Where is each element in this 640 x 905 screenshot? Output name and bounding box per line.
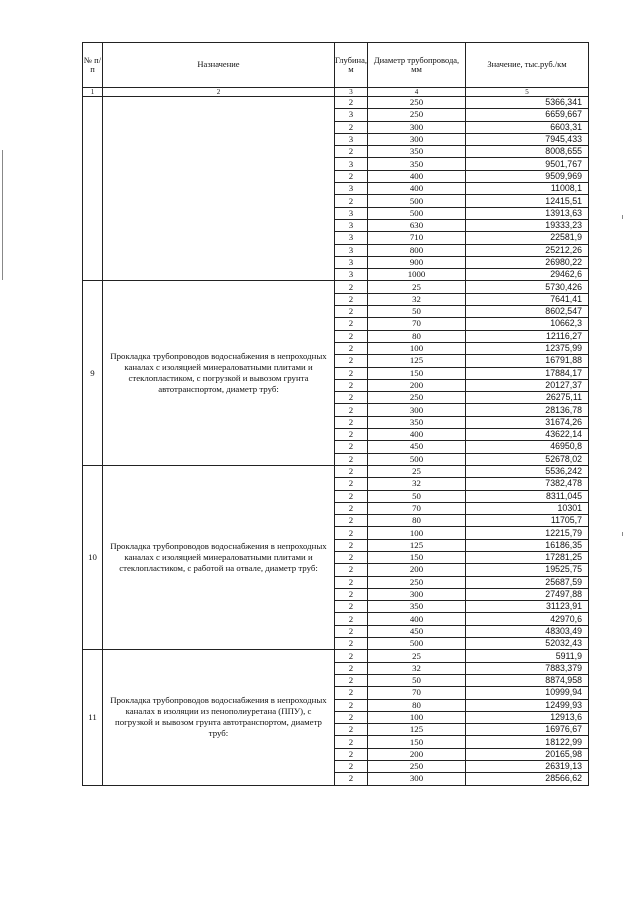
depth-cell: 2 (335, 330, 368, 342)
item-description: Прокладка трубопроводов водоснабжения в непроходных каналах в изоляции из пенополиуретана (ППУ), с погрузкой и вывозом грунта автотранспортом, диаметр труб: (103, 650, 335, 785)
value-cell: 8311,045 (466, 490, 589, 502)
header-purpose: Назначение (103, 43, 335, 88)
column-number-row (83, 88, 589, 97)
item-number: 11 (83, 650, 103, 785)
diameter-cell: 100 (368, 711, 466, 723)
diameter-cell: 630 (368, 219, 466, 231)
depth-cell: 2 (335, 613, 368, 625)
depth-cell: 2 (335, 502, 368, 514)
value-cell: 43622,14 (466, 429, 589, 441)
diameter-cell: 300 (368, 121, 466, 133)
value-cell: 13913,63 (466, 207, 589, 219)
value-cell: 46950,8 (466, 441, 589, 453)
value-cell: 10662,3 (466, 318, 589, 330)
depth-cell: 3 (335, 158, 368, 170)
header-no: № п/п (83, 43, 103, 88)
diameter-cell: 70 (368, 687, 466, 699)
diameter-cell: 200 (368, 748, 466, 760)
diameter-cell: 450 (368, 441, 466, 453)
header-value: Значение, тыс.руб./км (466, 43, 589, 88)
col-number: 5 (466, 88, 589, 97)
value-cell: 7641,41 (466, 293, 589, 305)
depth-cell: 2 (335, 478, 368, 490)
item-number (83, 97, 103, 281)
value-cell: 16186,35 (466, 539, 589, 551)
depth-cell: 2 (335, 453, 368, 465)
item-description (103, 97, 335, 281)
value-cell: 28136,78 (466, 404, 589, 416)
diameter-cell: 70 (368, 318, 466, 330)
depth-cell: 2 (335, 625, 368, 637)
depth-cell: 2 (335, 416, 368, 428)
value-cell: 12499,93 (466, 699, 589, 711)
depth-cell: 2 (335, 293, 368, 305)
value-cell: 16976,67 (466, 724, 589, 736)
value-cell: 7945,433 (466, 133, 589, 145)
diameter-cell: 350 (368, 416, 466, 428)
diameter-cell: 50 (368, 674, 466, 686)
value-cell: 18122,99 (466, 736, 589, 748)
diameter-cell: 500 (368, 638, 466, 650)
value-cell: 11008,1 (466, 183, 589, 195)
diameter-cell: 450 (368, 625, 466, 637)
value-cell: 31123,91 (466, 601, 589, 613)
diameter-cell: 400 (368, 183, 466, 195)
value-cell: 5366,341 (466, 97, 589, 109)
diameter-cell: 500 (368, 195, 466, 207)
depth-cell: 2 (335, 662, 368, 674)
depth-cell: 2 (335, 539, 368, 551)
table-header-row (83, 43, 589, 88)
diameter-cell: 500 (368, 207, 466, 219)
diameter-cell: 250 (368, 109, 466, 121)
diameter-cell: 200 (368, 564, 466, 576)
depth-cell: 2 (335, 306, 368, 318)
diameter-cell: 80 (368, 330, 466, 342)
depth-cell: 3 (335, 133, 368, 145)
depth-cell: 2 (335, 195, 368, 207)
value-cell: 22581,9 (466, 232, 589, 244)
depth-cell: 2 (335, 699, 368, 711)
diameter-cell: 125 (368, 539, 466, 551)
value-cell: 12215,79 (466, 527, 589, 539)
table-row (83, 97, 589, 109)
depth-cell: 2 (335, 588, 368, 600)
diameter-cell: 100 (368, 527, 466, 539)
depth-cell: 2 (335, 748, 368, 760)
depth-cell: 2 (335, 564, 368, 576)
header-depth: Глубина, м (335, 43, 368, 88)
diameter-cell: 125 (368, 724, 466, 736)
diameter-cell: 300 (368, 133, 466, 145)
value-cell: 17884,17 (466, 367, 589, 379)
depth-cell: 3 (335, 244, 368, 256)
value-cell: 25687,59 (466, 576, 589, 588)
diameter-cell: 350 (368, 146, 466, 158)
value-cell: 26319,13 (466, 761, 589, 773)
value-cell: 5911,9 (466, 650, 589, 662)
table-row (83, 465, 589, 477)
item-description: Прокладка трубопроводов водоснабжения в непроходных каналах с изоляцией минераловатными плитами и стеклопластиком, с погрузкой и вывозом грунта автотранспортом, диаметр труб: (103, 281, 335, 465)
diameter-cell: 710 (368, 232, 466, 244)
value-cell: 9501,767 (466, 158, 589, 170)
col-number: 1 (83, 88, 103, 97)
depth-cell: 2 (335, 650, 368, 662)
scan-edge-mark (622, 215, 623, 219)
depth-cell: 2 (335, 367, 368, 379)
depth-cell: 2 (335, 170, 368, 182)
value-cell: 42970,6 (466, 613, 589, 625)
depth-cell: 2 (335, 121, 368, 133)
diameter-cell: 400 (368, 170, 466, 182)
header-diameter: Диаметр трубопровода, мм (368, 43, 466, 88)
depth-cell: 2 (335, 674, 368, 686)
depth-cell: 2 (335, 146, 368, 158)
depth-cell: 3 (335, 269, 368, 281)
value-cell: 5536,242 (466, 465, 589, 477)
depth-cell: 2 (335, 342, 368, 354)
value-cell: 7382,478 (466, 478, 589, 490)
depth-cell: 2 (335, 638, 368, 650)
depth-cell: 2 (335, 551, 368, 563)
depth-cell: 2 (335, 441, 368, 453)
table-row (83, 650, 589, 662)
value-cell: 8874,958 (466, 674, 589, 686)
depth-cell: 3 (335, 256, 368, 268)
diameter-cell: 300 (368, 773, 466, 785)
value-cell: 31674,26 (466, 416, 589, 428)
diameter-cell: 500 (368, 453, 466, 465)
value-cell: 10301 (466, 502, 589, 514)
value-cell: 19525,75 (466, 564, 589, 576)
depth-cell: 2 (335, 711, 368, 723)
depth-cell: 2 (335, 490, 368, 502)
diameter-cell: 125 (368, 355, 466, 367)
diameter-cell: 25 (368, 465, 466, 477)
depth-cell: 2 (335, 601, 368, 613)
value-cell: 6603,31 (466, 121, 589, 133)
depth-cell: 2 (335, 97, 368, 109)
diameter-cell: 32 (368, 293, 466, 305)
depth-cell: 3 (335, 219, 368, 231)
depth-cell: 3 (335, 183, 368, 195)
diameter-cell: 150 (368, 367, 466, 379)
diameter-cell: 150 (368, 551, 466, 563)
diameter-cell: 150 (368, 736, 466, 748)
depth-cell: 2 (335, 465, 368, 477)
depth-cell: 2 (335, 355, 368, 367)
diameter-cell: 350 (368, 601, 466, 613)
item-number: 10 (83, 465, 103, 649)
diameter-cell: 400 (368, 429, 466, 441)
depth-cell: 2 (335, 281, 368, 293)
depth-cell: 2 (335, 379, 368, 391)
diameter-cell: 250 (368, 97, 466, 109)
value-cell: 12116,27 (466, 330, 589, 342)
diameter-cell: 250 (368, 576, 466, 588)
depth-cell: 2 (335, 736, 368, 748)
depth-cell: 2 (335, 576, 368, 588)
depth-cell: 2 (335, 527, 368, 539)
diameter-cell: 25 (368, 281, 466, 293)
value-cell: 7883,379 (466, 662, 589, 674)
diameter-cell: 80 (368, 699, 466, 711)
depth-cell: 2 (335, 724, 368, 736)
scan-edge-mark (2, 150, 3, 280)
diameter-cell: 70 (368, 502, 466, 514)
depth-cell: 2 (335, 404, 368, 416)
depth-cell: 3 (335, 207, 368, 219)
value-cell: 25212,26 (466, 244, 589, 256)
table-row (83, 281, 589, 293)
value-cell: 26275,11 (466, 392, 589, 404)
value-cell: 26980,22 (466, 256, 589, 268)
value-cell: 48303,49 (466, 625, 589, 637)
diameter-cell: 200 (368, 379, 466, 391)
value-cell: 8602,547 (466, 306, 589, 318)
value-cell: 29462,6 (466, 269, 589, 281)
diameter-cell: 300 (368, 588, 466, 600)
value-cell: 52032,43 (466, 638, 589, 650)
value-cell: 12913,6 (466, 711, 589, 723)
depth-cell: 2 (335, 429, 368, 441)
item-description: Прокладка трубопроводов водоснабжения в непроходных каналах с изоляцией минераловатными плитами и стеклопластиком, с работой на отвале, диаметр труб: (103, 465, 335, 649)
value-cell: 8008,655 (466, 146, 589, 158)
diameter-cell: 100 (368, 342, 466, 354)
diameter-cell: 32 (368, 662, 466, 674)
diameter-cell: 250 (368, 392, 466, 404)
col-number: 3 (335, 88, 368, 97)
value-cell: 28566,62 (466, 773, 589, 785)
depth-cell: 2 (335, 318, 368, 330)
depth-cell: 2 (335, 761, 368, 773)
diameter-cell: 25 (368, 650, 466, 662)
diameter-cell: 32 (368, 478, 466, 490)
diameter-cell: 50 (368, 306, 466, 318)
diameter-cell: 400 (368, 613, 466, 625)
item-number: 9 (83, 281, 103, 465)
diameter-cell: 80 (368, 515, 466, 527)
value-cell: 9509,969 (466, 170, 589, 182)
depth-cell: 2 (335, 515, 368, 527)
cost-table (82, 42, 589, 786)
depth-cell: 3 (335, 232, 368, 244)
value-cell: 19333,23 (466, 219, 589, 231)
col-number: 2 (103, 88, 335, 97)
diameter-cell: 250 (368, 761, 466, 773)
depth-cell: 2 (335, 773, 368, 785)
value-cell: 5730,426 (466, 281, 589, 293)
value-cell: 52678,02 (466, 453, 589, 465)
value-cell: 20127,37 (466, 379, 589, 391)
value-cell: 6659,667 (466, 109, 589, 121)
diameter-cell: 800 (368, 244, 466, 256)
depth-cell: 3 (335, 109, 368, 121)
diameter-cell: 350 (368, 158, 466, 170)
value-cell: 12375,99 (466, 342, 589, 354)
value-cell: 17281,25 (466, 551, 589, 563)
value-cell: 12415,51 (466, 195, 589, 207)
depth-cell: 2 (335, 687, 368, 699)
col-number: 4 (368, 88, 466, 97)
diameter-cell: 50 (368, 490, 466, 502)
value-cell: 10999,94 (466, 687, 589, 699)
value-cell: 20165,98 (466, 748, 589, 760)
value-cell: 27497,88 (466, 588, 589, 600)
diameter-cell: 300 (368, 404, 466, 416)
diameter-cell: 900 (368, 256, 466, 268)
document-page (82, 42, 588, 786)
depth-cell: 2 (335, 392, 368, 404)
value-cell: 16791,88 (466, 355, 589, 367)
table-body (83, 97, 589, 786)
scan-edge-mark (622, 532, 623, 536)
diameter-cell: 1000 (368, 269, 466, 281)
value-cell: 11705,7 (466, 515, 589, 527)
